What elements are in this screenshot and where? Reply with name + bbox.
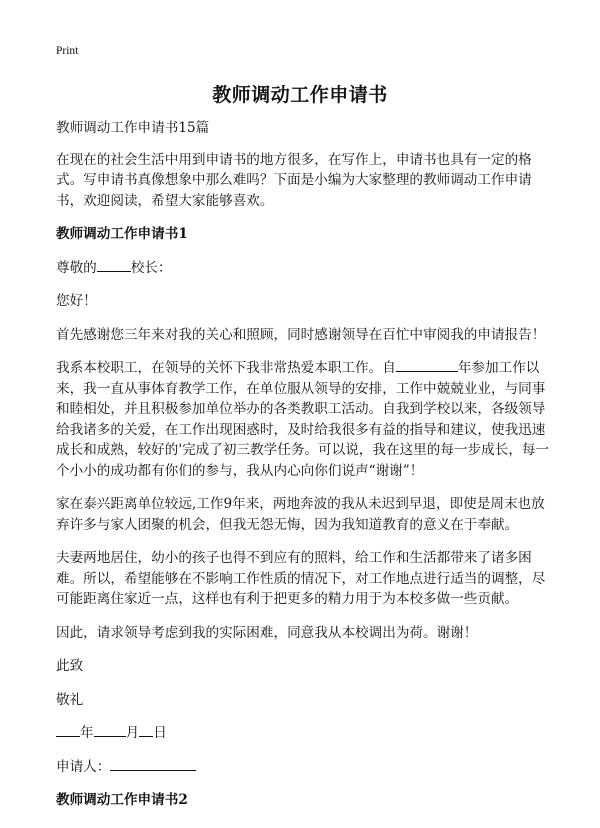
salutation-suffix: 校长： — [130, 259, 172, 276]
document-subtitle: 教师调动工作申请书15篇 — [56, 120, 210, 136]
year-label: 年 — [80, 725, 94, 741]
closing-line-1: 此致 — [56, 658, 84, 674]
day-blank — [139, 723, 153, 737]
applicant-line — [56, 757, 556, 778]
section-heading-2: 教师调动工作申请书2 — [56, 792, 188, 808]
day-label: 日 — [153, 725, 167, 741]
document-body — [56, 118, 556, 824]
letter-paragraph-3: 家在泰兴距离单位较远,工作9年来，两地奔波的我从未迟到早退，即使是周末也放弃许多与家人团聚的机会，但我无怨无悔，因为我知道教育的意义在于奉献。 — [56, 496, 545, 533]
closing-line-2: 敬礼 — [56, 691, 84, 708]
year-blank — [56, 723, 80, 737]
month-blank — [94, 723, 126, 737]
salutation — [56, 258, 556, 279]
start-year-blank — [396, 358, 458, 372]
paragraph-2-prefix: 我系本校职工，在领导的关怀下我非常热爱本职工作。自 — [56, 360, 396, 376]
print-label: Print — [56, 45, 79, 57]
letter-paragraph-5: 因此，请求领导考虑到我的实际困难，同意我从本校调出为荷。谢谢！ — [56, 624, 478, 641]
intro-paragraph: 在现在的社会生活中用到申请书的地方很多，在写作上，申请书也具有一定的格式。写申请书真像想象中那么难吗？下面是小编为大家整理的教师调动工作申请书，欢迎阅读，希望大家能够喜欢。 — [56, 151, 532, 209]
letter-paragraph-1: 首先感谢您三年来对我的关心和照顾，同时感谢领导在百忙中审阅我的申请报告！ — [56, 326, 546, 343]
month-label: 月 — [125, 725, 140, 741]
salutation-prefix: 尊敬的 — [56, 259, 97, 276]
principal-name-blank — [97, 258, 131, 272]
section-heading-1: 教师调动工作申请书1 — [56, 226, 188, 242]
greeting: 您好！ — [56, 293, 97, 309]
document-title: 教师调动工作申请书 — [212, 84, 388, 106]
applicant-blank — [110, 757, 196, 771]
applicant-label: 申请人： — [56, 758, 111, 775]
date-line — [56, 723, 556, 744]
paragraph-2-suffix: 年参加工作以来，我一直从事体育教学工作，在单位服从领导的安排，工作中兢兢业业，与同事和睦相处，并且积极参加单位举办的各类教职工活动。自我到学校以来，各级领导给我诸多的关爱，在工作出现困惑时，及时给我很多有益的指导和建议，使我迅速成长和成熟，较好的'完成了初三教学任务。可以说，我在这里的每一步成长，每一个小小的成功都有你们的参与，我从内心向你们说声“谢谢”！ — [56, 360, 550, 479]
letter-paragraph-4: 夫妻两地居住，幼小的孩子也得不到应有的照料，给工作和生活都带来了诸多困难。所以，希望能够在不影响工作性质的情况下，对工作地点进行适当的调整，尽可能距离住家近一点，这样也有利于把更多的精力用于为本校多做一些贡献。 — [56, 550, 546, 607]
letter-paragraph-2 — [56, 358, 556, 481]
